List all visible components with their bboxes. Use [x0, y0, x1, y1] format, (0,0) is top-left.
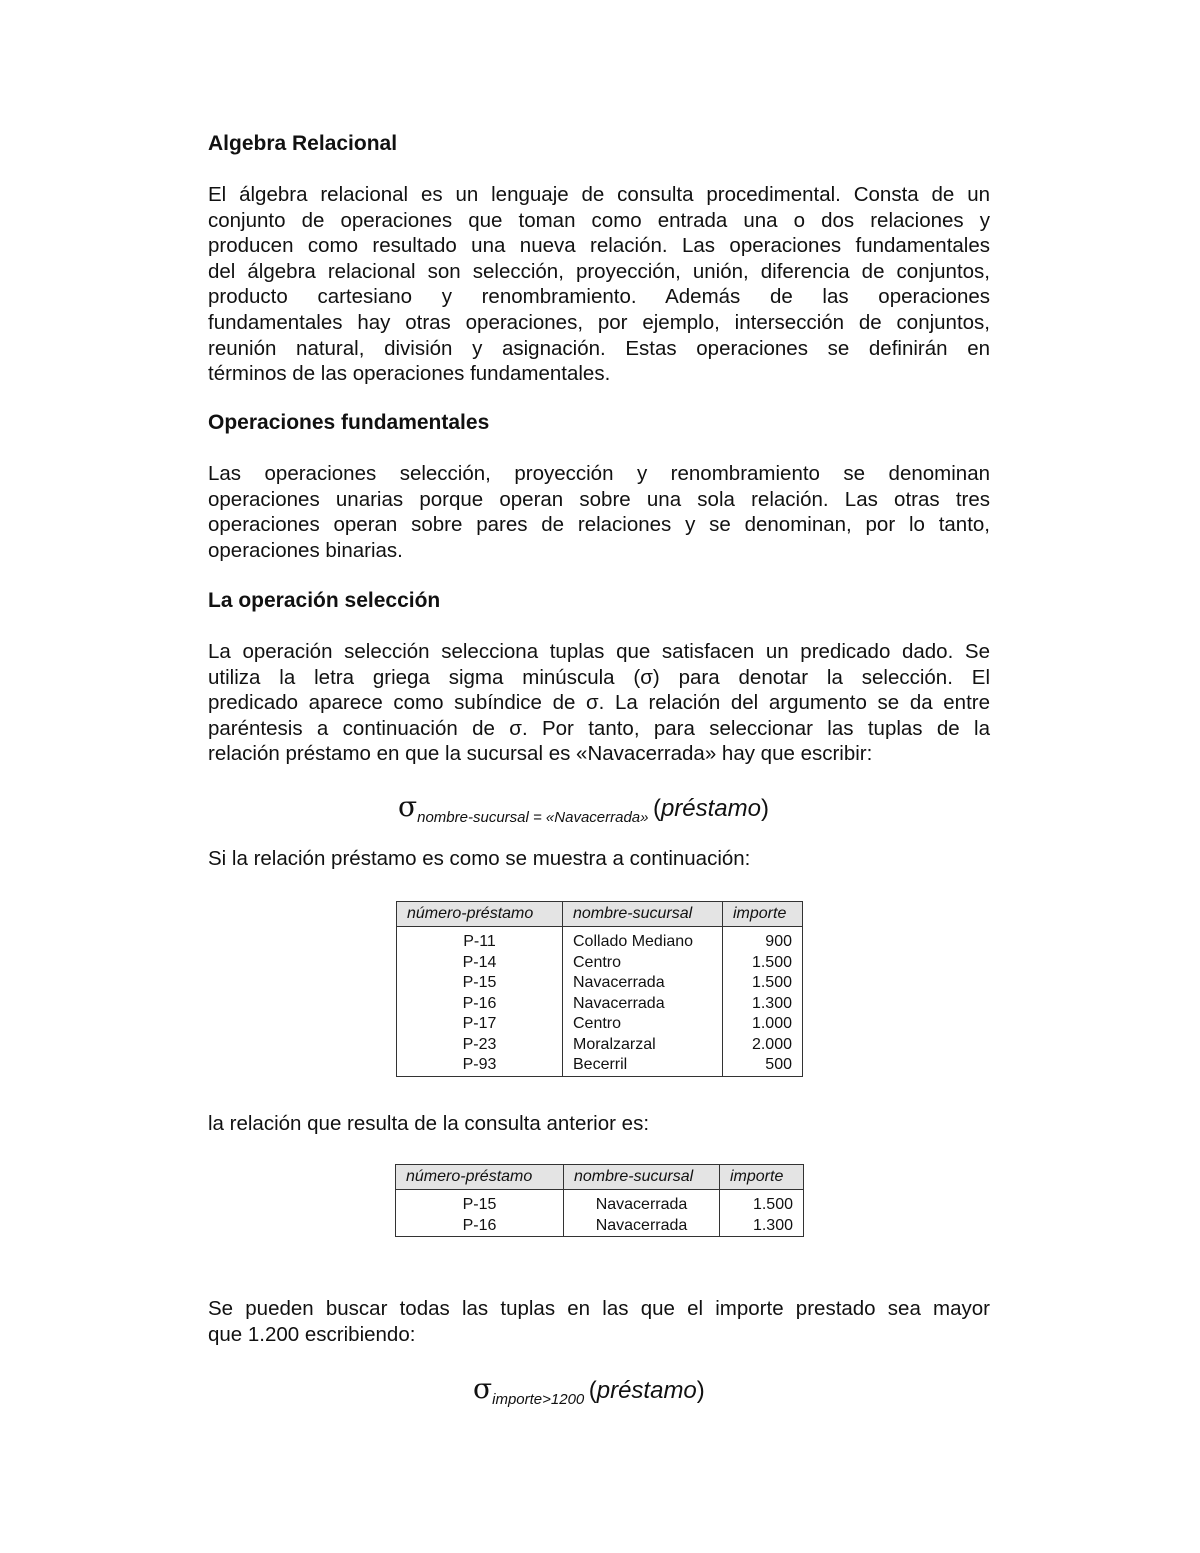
table-row — [397, 1014, 803, 1035]
text-line: Se pueden buscar todas las tuplas en las que el importe prestado sea mayor — [208, 1297, 990, 1320]
text-line: operaciones unarias porque operan sobre una sola relación. Las otras tres — [208, 487, 990, 511]
cell-importe: 1.300 — [720, 1216, 804, 1237]
formula-seleccion-importe — [473, 1372, 705, 1408]
cell-importe: 1.500 — [723, 973, 803, 994]
cell-importe: 1.300 — [723, 994, 803, 1015]
cell-sucursal: Becerril — [563, 1055, 723, 1076]
text-line: términos de las operaciones fundamentales. — [208, 362, 611, 386]
cell-importe: 2.000 — [723, 1035, 803, 1056]
table-row — [396, 1195, 804, 1216]
text-line: relación préstamo en que la sucursal es «Navacerrada» hay que escribir: — [208, 742, 873, 766]
table-row — [397, 932, 803, 953]
cell-numero: P-16 — [396, 1216, 564, 1237]
table-resultado — [395, 1164, 804, 1237]
paragraph-fundamentales — [208, 461, 990, 563]
cell-numero: P-23 — [397, 1035, 563, 1056]
cell-sucursal: Moralzarzal — [563, 1035, 723, 1056]
text-line: conjunto de operaciones que toman como entrada una o dos relaciones y — [208, 208, 990, 232]
table-row — [397, 994, 803, 1015]
cell-sucursal: Collado Mediano — [563, 932, 723, 953]
heading-operacion-seleccion: La operación selección — [208, 589, 441, 612]
text-line: producen como resultado una nueva relación. Las operaciones fundamentales — [208, 234, 990, 258]
table-header-row — [396, 1165, 804, 1190]
formula-subscript: nombre-sucursal = «Navacerrada» — [417, 809, 649, 826]
cell-numero: P-16 — [397, 994, 563, 1015]
text-line: que 1.200 escribiendo: — [208, 1322, 416, 1346]
cell-sucursal: Navacerrada — [563, 994, 723, 1015]
text-line: paréntesis a continuación de σ. Por tanto, para seleccionar las tuplas de la — [208, 716, 990, 740]
cell-numero: P-11 — [397, 932, 563, 953]
sigma-symbol: σ — [473, 1372, 493, 1405]
column-header: número-préstamo — [397, 902, 563, 927]
text-line: El álgebra relacional es un lenguaje de consulta procedimental. Consta de un — [208, 183, 990, 206]
cell-importe: 1.500 — [723, 953, 803, 974]
formula-seleccion-navacerrada — [398, 790, 769, 826]
paragraph-seleccion — [208, 639, 990, 767]
cell-numero: P-14 — [397, 953, 563, 974]
table-prestamo — [396, 901, 803, 1077]
paragraph-intro — [208, 182, 990, 387]
text-line: del álgebra relacional son selección, proyección, unión, diferencia de conjuntos, — [208, 259, 990, 283]
text-line: operaciones binarias. — [208, 538, 403, 562]
table-header-row — [397, 902, 803, 927]
column-header: nombre-sucursal — [564, 1165, 720, 1190]
text-line: utiliza la letra griega sigma minúscula (σ) para denotar la selección. El — [208, 665, 990, 689]
formula-subscript: importe>1200 — [492, 1391, 585, 1408]
open-paren: ( — [652, 795, 661, 822]
text-si-la-relacion: Si la relación préstamo es como se muestra a continuación: — [208, 847, 751, 870]
table-row — [397, 1035, 803, 1056]
text-line: fundamentales hay otras operaciones, por ejemplo, intersección de conjuntos, — [208, 310, 990, 334]
title-algebra-relacional: Algebra Relacional — [208, 132, 398, 155]
cell-importe: 500 — [723, 1055, 803, 1076]
cell-sucursal: Navacerrada — [564, 1195, 720, 1216]
column-header: nombre-sucursal — [563, 902, 723, 927]
column-header: importe — [723, 902, 803, 927]
cell-numero: P-15 — [396, 1195, 564, 1216]
text-line: predicado aparece como subíndice de σ. La relación del argumento se da entre — [208, 691, 990, 715]
cell-sucursal: Navacerrada — [564, 1216, 720, 1237]
cell-numero: P-15 — [397, 973, 563, 994]
open-paren: ( — [588, 1377, 597, 1404]
cell-numero: P-17 — [397, 1014, 563, 1035]
text-line: Las operaciones selección, proyección y renombramiento se denominan — [208, 462, 990, 485]
sigma-symbol: σ — [398, 790, 418, 823]
column-header: importe — [720, 1165, 804, 1190]
text-line: operaciones operan sobre pares de relaciones y se denominan, por lo tanto, — [208, 513, 990, 537]
cell-sucursal: Navacerrada — [563, 973, 723, 994]
close-paren: ) — [696, 1377, 705, 1404]
cell-sucursal: Centro — [563, 953, 723, 974]
text-relacion-resultante: la relación que resulta de la consulta anterior es: — [208, 1112, 650, 1135]
table-row — [397, 953, 803, 974]
text-line: producto cartesiano y renombramiento. Además de las operaciones — [208, 285, 990, 309]
heading-operaciones-fundamentales: Operaciones fundamentales — [208, 411, 490, 434]
cell-numero: P-93 — [397, 1055, 563, 1076]
formula-relation: préstamo — [660, 795, 761, 822]
column-header: número-préstamo — [396, 1165, 564, 1190]
text-line: La operación selección selecciona tuplas que satisfacen un predicado dado. Se — [208, 640, 990, 663]
table-row — [396, 1216, 804, 1237]
cell-importe: 1.500 — [720, 1195, 804, 1216]
close-paren: ) — [761, 795, 769, 822]
cell-importe: 900 — [723, 932, 803, 953]
table-row — [397, 1055, 803, 1076]
formula-relation: préstamo — [596, 1377, 697, 1404]
text-line: reunión natural, división y asignación. Estas operaciones se definirán en — [208, 336, 990, 360]
table-row — [397, 973, 803, 994]
cell-importe: 1.000 — [723, 1014, 803, 1035]
paragraph-busqueda — [208, 1296, 990, 1347]
cell-sucursal: Centro — [563, 1014, 723, 1035]
